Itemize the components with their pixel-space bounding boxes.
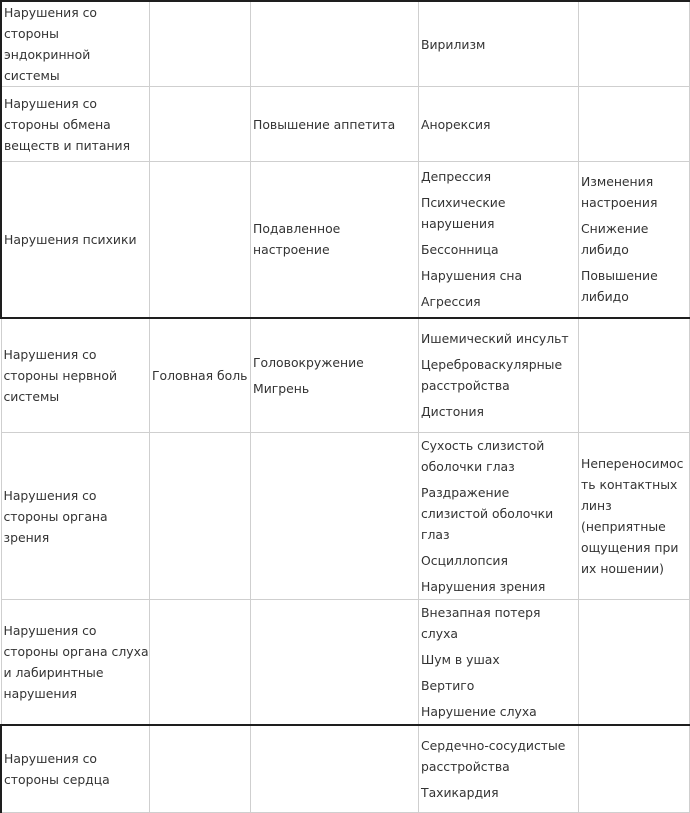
list-item: Раздражение слизистой оболочки глаз [421, 485, 554, 542]
cell-col4 [419, 600, 579, 725]
system-label: Нарушения психики [4, 231, 137, 247]
list-item: Головная боль [152, 367, 248, 383]
list-item: Депрессия [421, 169, 492, 185]
system-label: Нарушения со стороны органа слуха и лабиринтные нарушения [3, 622, 149, 701]
cell-col5 [579, 433, 690, 600]
cell-col5 [579, 162, 690, 318]
list-item: Изменения настроения [581, 174, 658, 211]
cell-col2 [150, 433, 251, 600]
list-item: Повышение аппетита [253, 116, 396, 132]
system-cell [1, 600, 150, 725]
list-item: Нарушения зрения [421, 579, 546, 594]
list-item: Повышение либидо [581, 268, 658, 305]
cell-col3 [251, 725, 419, 813]
cell-col5 [579, 725, 690, 813]
system-label: Нарушения со стороны сердца [4, 750, 110, 787]
cell-col3 [251, 600, 419, 725]
cell-col2 [150, 87, 251, 162]
cell-col3 [251, 318, 419, 433]
list-item: Бессонница [421, 242, 499, 258]
system-cell [1, 162, 150, 318]
cell-col4 [419, 1, 579, 87]
system-cell [1, 1, 150, 87]
list-item: Подавленное настроение [253, 221, 341, 258]
cell-col2 [150, 318, 251, 433]
system-cell [1, 87, 150, 162]
cell-col2 [150, 600, 251, 725]
list-item: Непереносимость контактных линз (неприятные ощущения при их ношении) [581, 456, 684, 576]
list-item: Тахикардия [421, 784, 499, 800]
cell-col4 [419, 318, 579, 433]
cell-col5 [579, 1, 690, 87]
cell-col3 [251, 1, 419, 87]
cell-col5 [579, 600, 690, 725]
cell-col5 [579, 318, 690, 433]
system-label: Нарушения со стороны обмена веществ и питания [4, 95, 131, 153]
list-item: Снижение либидо [581, 221, 649, 258]
cell-col3 [251, 87, 419, 162]
table-row [1, 725, 690, 813]
list-item: Головокружение [253, 354, 364, 370]
cell-col4 [419, 433, 579, 600]
list-item: Внезапная потеря слуха [421, 604, 541, 641]
list-item: Вертиго [421, 677, 475, 693]
list-item: Осциллопсия [421, 553, 508, 568]
cell-col4 [419, 87, 579, 162]
system-label: Нарушения со стороны органа зрения [3, 487, 108, 545]
list-item: Ишемический инсульт [421, 331, 569, 347]
list-item: Психические нарушения [421, 195, 506, 232]
table-row [1, 162, 690, 318]
list-item: Цереброваскулярные расстройства [421, 357, 563, 394]
cell-col5 [579, 87, 690, 162]
list-item: Дистония [421, 404, 484, 420]
table-row [1, 600, 690, 725]
cell-col2 [150, 162, 251, 318]
system-cell [1, 433, 150, 600]
table-row [1, 87, 690, 162]
system-cell [1, 725, 150, 813]
table-row [1, 433, 690, 600]
list-item: Анорексия [421, 116, 491, 132]
list-item: Агрессия [421, 294, 481, 310]
cell-col2 [150, 1, 251, 87]
system-cell [1, 318, 150, 433]
cell-col3 [251, 162, 419, 318]
system-label: Нарушения со стороны эндокринной системы [4, 5, 98, 83]
cell-col4 [419, 162, 579, 318]
cell-col2 [150, 725, 251, 813]
table-row [1, 318, 690, 433]
list-item: Нарушения сна [421, 268, 523, 284]
list-item: Сердечно-сосудистые расстройства [421, 737, 566, 774]
list-item: Шум в ушах [421, 651, 500, 667]
list-item: Вирилизм [421, 36, 486, 52]
list-item: Мигрень [253, 380, 310, 396]
list-item: Нарушение слуха [421, 703, 537, 719]
table-row [1, 1, 690, 87]
cell-col4 [419, 725, 579, 813]
cell-col3 [251, 433, 419, 600]
system-label: Нарушения со стороны нервной системы [3, 346, 118, 404]
list-item: Сухость слизистой оболочки глаз [421, 438, 545, 474]
